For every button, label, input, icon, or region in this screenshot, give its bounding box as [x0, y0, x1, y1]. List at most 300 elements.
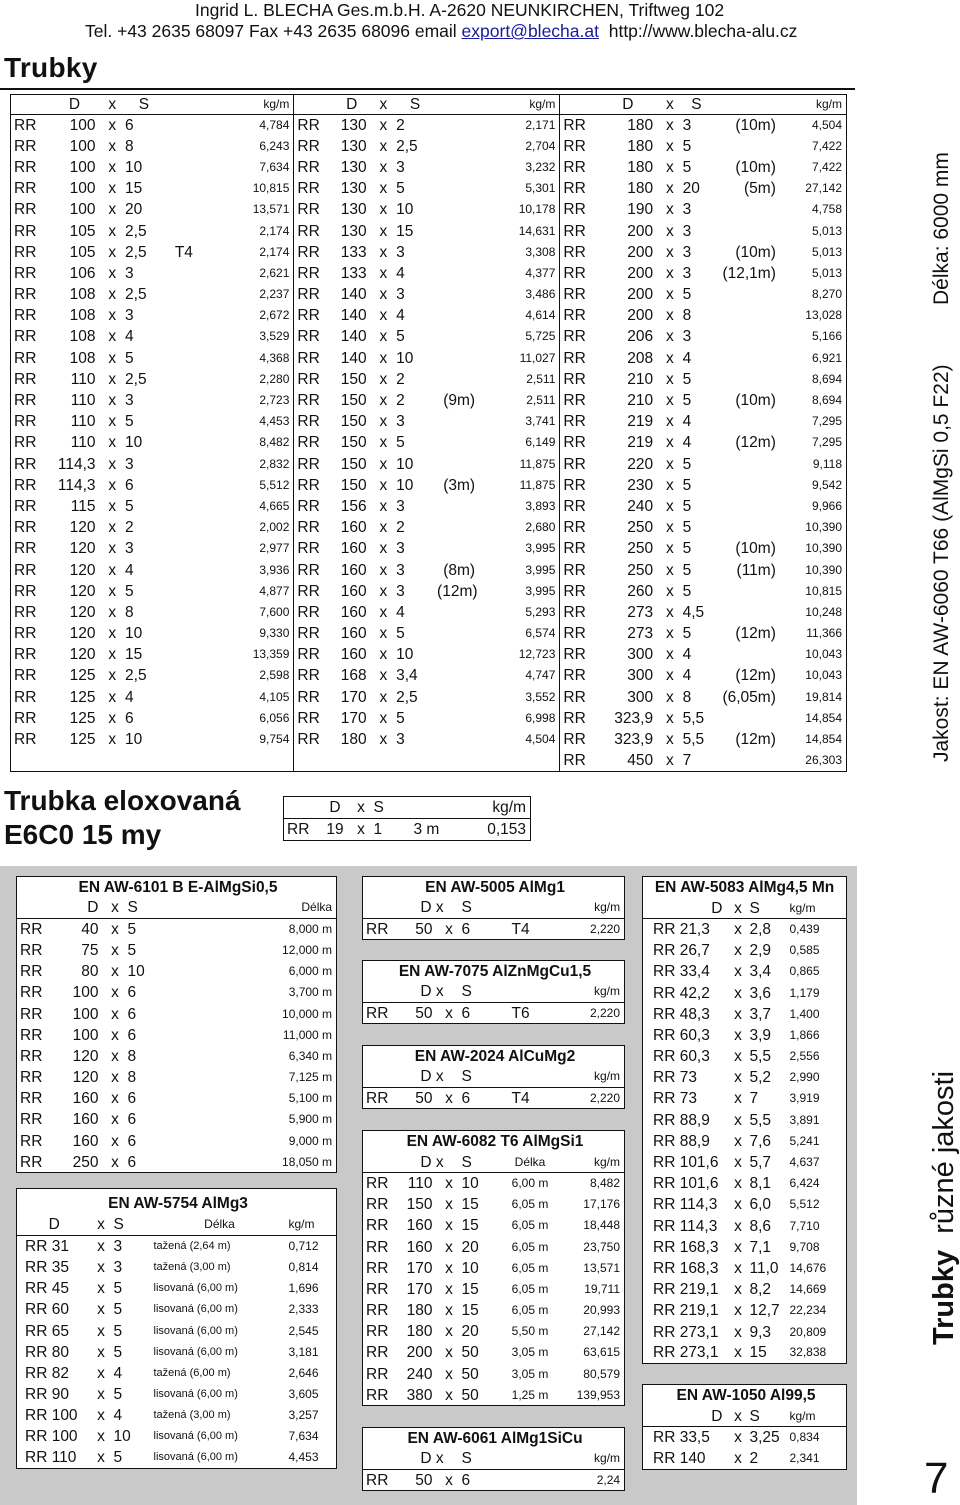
cell: x	[665, 370, 674, 388]
cell	[434, 220, 479, 241]
cell: x	[379, 413, 388, 431]
cell: RR 73	[653, 1090, 697, 1108]
cell: RR 219,1	[653, 1302, 719, 1320]
cell: 2,002	[259, 520, 290, 535]
cell: RR	[14, 307, 37, 325]
eloxed-table	[283, 796, 531, 841]
cell: 9,966	[811, 498, 842, 513]
cell: (6,05m)	[722, 688, 776, 706]
cell: 3,4	[749, 963, 772, 981]
cell: RR	[294, 623, 330, 644]
cell: RR	[294, 496, 330, 517]
cell: 13,028	[805, 308, 842, 323]
cell: 160	[72, 1132, 99, 1150]
cell: RR 65	[25, 1322, 69, 1340]
cell	[202, 750, 294, 771]
cell	[434, 644, 479, 665]
cell: RR	[14, 540, 37, 558]
cell: x	[734, 921, 742, 939]
cell: RR	[14, 116, 37, 134]
cell: 110	[70, 413, 96, 431]
table-row	[17, 1363, 337, 1384]
cell: 190	[627, 201, 654, 219]
cell: RR	[14, 497, 37, 515]
cell: 4,614	[525, 308, 556, 323]
cell: 219	[627, 413, 654, 431]
table-row	[363, 1385, 625, 1406]
table-row	[643, 1258, 847, 1279]
cell: 160	[340, 519, 367, 537]
cell: 100	[69, 137, 96, 155]
cell: 6	[461, 1004, 471, 1022]
cell: 8,2	[749, 1281, 772, 1299]
cell: 14,631	[518, 223, 556, 238]
cell: RR 21,3	[653, 921, 710, 939]
cell: x	[97, 1386, 105, 1404]
cell: 2	[749, 1449, 759, 1467]
cell: 9,330	[259, 626, 290, 641]
cell: (10m)	[735, 540, 776, 558]
cell: x	[445, 1004, 453, 1022]
cell: 130	[340, 116, 367, 134]
cell: RR	[560, 454, 596, 475]
cell: 2,220	[589, 1005, 621, 1020]
table-row	[643, 1152, 847, 1173]
cell	[163, 263, 202, 284]
cell: x	[379, 370, 388, 388]
cell: 100	[72, 984, 99, 1002]
cell: RR 35	[25, 1258, 69, 1276]
cell: (10m)	[735, 116, 776, 134]
table-row	[11, 305, 847, 326]
cell: x	[734, 1005, 742, 1023]
cell: 2,5	[125, 286, 147, 304]
cell: 2,5	[125, 667, 147, 685]
cell: 5	[113, 1343, 123, 1361]
cell: 4,5	[682, 603, 705, 621]
hdr-s: S	[461, 983, 472, 1001]
cell: RR	[560, 305, 596, 326]
cell: 3	[125, 455, 134, 473]
cell: 2,341	[789, 1450, 820, 1465]
cell	[710, 369, 780, 390]
cell: 15	[461, 1196, 479, 1214]
hdr-kgm: kg/m	[594, 1451, 621, 1466]
cell: RR	[294, 475, 330, 496]
cell: 3,257	[288, 1408, 319, 1423]
cell: x	[734, 1259, 742, 1277]
cell: 115	[70, 497, 96, 515]
table-row	[363, 1279, 625, 1300]
table-row	[643, 919, 847, 940]
table-row	[17, 1257, 337, 1278]
cell: x	[108, 370, 117, 388]
cell	[46, 750, 99, 771]
cell: 12,723	[518, 647, 556, 662]
cell: 7,1	[749, 1238, 772, 1256]
cell: RR	[560, 369, 596, 390]
cell: 273	[627, 625, 654, 643]
cell	[163, 390, 202, 411]
cell: RR	[14, 370, 37, 388]
table-row	[17, 1384, 337, 1405]
cell: x	[111, 1026, 119, 1044]
cell: 160	[406, 1217, 433, 1235]
cell	[434, 178, 479, 199]
cell: x	[108, 286, 117, 304]
cell: RR	[14, 243, 37, 261]
cell: 27,142	[583, 1324, 620, 1339]
cell: RR	[14, 222, 37, 240]
cell: 150	[340, 455, 367, 473]
cell	[434, 263, 479, 284]
cell: x	[665, 222, 674, 240]
cell: 10,390	[805, 541, 842, 556]
cell: 108	[69, 349, 96, 367]
cell	[371, 750, 394, 771]
cell	[163, 750, 202, 771]
table-row	[17, 1152, 337, 1173]
cell: x	[734, 1175, 742, 1193]
cell: 7,295	[811, 435, 842, 450]
cell: x	[379, 603, 388, 621]
cell: 120	[69, 582, 96, 600]
cell: x	[108, 646, 117, 664]
cell	[479, 750, 560, 771]
cell: 10	[461, 1259, 479, 1277]
cell: x	[108, 455, 117, 473]
cell: 4,377	[525, 265, 556, 280]
cell: x	[665, 180, 674, 198]
cell: RR	[294, 157, 330, 178]
hdr-length: Délka	[204, 1217, 235, 1232]
cell	[163, 644, 202, 665]
cell: RR	[294, 559, 330, 580]
cell	[710, 602, 780, 623]
cell: 3,995	[525, 562, 556, 577]
cell: 160	[340, 561, 367, 579]
quality-vertical: Jakost: EN AW-6060 T66 (AlMgSi 0,5 F22)	[930, 364, 953, 762]
table-5083-title: EN AW-5083 AlMg4,5 Mn	[654, 878, 835, 896]
cell: 19,814	[805, 689, 842, 704]
cell	[122, 750, 163, 771]
cell: 15	[461, 1280, 479, 1298]
cell	[163, 136, 202, 157]
cell: 160	[340, 646, 367, 664]
cell: 210	[627, 392, 654, 410]
cell: x	[665, 497, 674, 515]
cell: 3	[113, 1258, 123, 1276]
page-number: 7	[924, 1454, 949, 1503]
cell: 3	[396, 497, 405, 515]
table-row	[11, 199, 847, 220]
cell: RR	[560, 475, 596, 496]
cell: x	[665, 476, 674, 494]
cell: 3,995	[525, 583, 556, 598]
table-row	[11, 644, 847, 665]
cell: 114,3	[57, 455, 96, 473]
cell: 26,303	[805, 752, 842, 767]
cell: 22,234	[789, 1303, 827, 1318]
cell: RR 90	[25, 1386, 69, 1404]
cell: 2,832	[259, 456, 290, 471]
cell: 5	[396, 328, 405, 346]
cell: 6,998	[525, 710, 556, 725]
cell: x	[734, 1217, 742, 1235]
cell: x	[111, 1111, 119, 1129]
cell: RR	[14, 709, 37, 727]
cell: RR 31	[25, 1238, 69, 1256]
cell: RR 88,9	[653, 1111, 710, 1129]
cell: RR 88,9	[653, 1132, 710, 1150]
cell: 3,919	[789, 1091, 820, 1106]
cell: x	[111, 921, 119, 939]
cell: 10,815	[252, 181, 290, 196]
cell: 6,00 m	[511, 1176, 549, 1191]
cell: 125	[69, 709, 96, 727]
cell: x	[379, 349, 388, 367]
cell: x	[379, 201, 388, 219]
cell: RR	[560, 136, 596, 157]
table-7075-header	[363, 982, 625, 1003]
cell: 3	[682, 116, 692, 134]
table-2024-header	[363, 1067, 625, 1088]
email-link[interactable]: export@blecha.at	[461, 21, 599, 41]
cell: 6	[461, 920, 471, 938]
cell: 11,875	[519, 477, 556, 492]
hdr-x: x	[111, 899, 119, 917]
cell	[434, 496, 479, 517]
cell: 4	[125, 561, 134, 579]
cell: 6	[125, 709, 134, 727]
cell: lisovaná (6,00 m)	[153, 1324, 238, 1337]
cell: 6	[461, 1471, 471, 1489]
table-row	[11, 284, 847, 305]
cell: x	[734, 1429, 742, 1447]
cell: RR	[294, 305, 330, 326]
cell: 6,05 m	[511, 1239, 549, 1254]
table-row	[17, 1131, 337, 1152]
cell: 168	[340, 667, 367, 685]
hdr-kgm: kg/m	[594, 984, 621, 999]
table-6082-title: EN AW-6082 T6 AlMgSi1	[406, 1132, 584, 1150]
cell: 75	[81, 941, 99, 959]
cell: x	[97, 1449, 105, 1467]
cell: 5,5	[749, 1111, 772, 1129]
cell: 5,512	[259, 477, 290, 492]
table-1050-header	[643, 1406, 847, 1427]
cell: x	[108, 667, 117, 685]
cell	[434, 623, 479, 644]
cell: 10	[396, 349, 414, 367]
cell	[163, 178, 202, 199]
cell: RR	[294, 538, 330, 559]
cell: 105	[69, 243, 96, 261]
cell: 5,512	[789, 1197, 820, 1212]
cell: 2,990	[789, 1070, 820, 1085]
title-divider	[0, 88, 855, 90]
cell: 5,301	[525, 181, 556, 196]
cell: 5	[113, 1301, 123, 1319]
hdr-kgm: kg/m	[593, 1154, 620, 1169]
cell: tažená (6,00 m)	[153, 1366, 231, 1379]
cell: 2	[396, 370, 405, 388]
cell: RR	[14, 646, 37, 664]
table-row	[11, 432, 847, 453]
cell: 5	[127, 941, 137, 959]
cell: x	[108, 116, 117, 134]
cell: 4	[125, 688, 134, 706]
cell: 180	[406, 1323, 433, 1341]
table-6061	[362, 1427, 625, 1491]
cell: 6	[461, 1089, 471, 1107]
cell: RR	[20, 1047, 43, 1065]
cell: 17,176	[583, 1197, 620, 1212]
hdr-d: D	[346, 96, 358, 113]
cell: 50	[415, 920, 433, 938]
cell: 150	[340, 476, 367, 494]
cell: 6,05 m	[511, 1303, 549, 1318]
cell	[434, 348, 479, 369]
cell: 9,000 m	[288, 1133, 333, 1148]
cell	[163, 729, 202, 750]
cell: x	[97, 1280, 105, 1298]
cell: 8,482	[259, 435, 290, 450]
table-row	[11, 390, 847, 411]
cell: 0,585	[789, 943, 820, 958]
cell: 27,142	[805, 181, 842, 196]
cell: 1	[373, 821, 383, 838]
cell: x	[665, 625, 674, 643]
cell: 3,605	[288, 1387, 319, 1402]
cell: 3,529	[259, 329, 290, 344]
cell: x	[665, 286, 674, 304]
table-row	[17, 1342, 337, 1363]
hdr-s: S	[461, 899, 472, 917]
cell: 10	[396, 476, 414, 494]
table-row	[643, 1343, 847, 1364]
cell: 50	[461, 1386, 479, 1404]
cell: (10m)	[735, 158, 776, 176]
web-link[interactable]: http://www.blecha-alu.cz	[608, 21, 798, 41]
cell	[434, 115, 479, 136]
cell: 4,504	[525, 732, 556, 747]
cell: 10,178	[518, 202, 556, 217]
eloxed-title-line1: Trubka eloxovaná	[4, 785, 241, 816]
cell: 6,340 m	[288, 1048, 333, 1063]
cell: 105	[69, 222, 96, 240]
cell: 5,5	[682, 709, 705, 727]
table-row	[17, 1426, 337, 1447]
cell: 100	[72, 1005, 99, 1023]
cell: x	[734, 1302, 742, 1320]
cell: RR 273,1	[653, 1344, 719, 1362]
contact-text: Tel. +43 2635 68097 Fax +43 2635 68096 email	[85, 21, 462, 41]
cell: 3	[682, 264, 692, 282]
cell: 150	[340, 392, 367, 410]
cell: 380	[406, 1386, 433, 1404]
cell: 10	[125, 625, 143, 643]
cell: x	[665, 561, 674, 579]
table-row	[643, 1237, 847, 1258]
table-row	[643, 1427, 847, 1448]
cell: 240	[627, 497, 654, 515]
table-5754-header	[17, 1215, 337, 1236]
table-row	[11, 157, 847, 178]
cell: 2,220	[590, 1090, 621, 1105]
cell: 2,977	[259, 541, 290, 556]
cell: RR	[294, 390, 330, 411]
cell: x	[665, 158, 674, 176]
cell: 170	[340, 688, 367, 706]
cell: 130	[340, 222, 367, 240]
cell: RR 114,3	[653, 1217, 718, 1235]
cell: x	[665, 116, 674, 134]
cell: 3,552	[525, 689, 556, 704]
cell: 2,556	[789, 1049, 820, 1064]
cell	[434, 411, 479, 432]
cell: x	[379, 476, 388, 494]
cell: 10,390	[805, 562, 842, 577]
cell: 8,000 m	[288, 922, 333, 937]
cell	[434, 326, 479, 347]
cell: RR	[20, 941, 43, 959]
cell: 10,815	[805, 583, 842, 598]
cell: 4	[396, 264, 405, 282]
cell: x	[445, 1238, 453, 1256]
cell: 4	[682, 667, 692, 685]
table-row	[11, 665, 847, 686]
hdr-length: Délka	[301, 900, 333, 915]
cell: 210	[627, 370, 654, 388]
cell: x	[734, 1069, 742, 1087]
cell: x	[665, 709, 674, 727]
cell: RR	[294, 136, 330, 157]
cell: 6,243	[259, 138, 290, 153]
cell: 6	[127, 1090, 137, 1108]
main-table-header	[11, 95, 847, 115]
cell	[434, 687, 479, 708]
cell: 4,368	[259, 350, 290, 365]
cell: RR 42,2	[653, 984, 710, 1002]
cell: 3,4	[396, 667, 418, 685]
table-row	[363, 1215, 625, 1236]
cell: 6,149	[525, 435, 556, 450]
cell: 3,891	[789, 1112, 820, 1127]
cell: x	[665, 243, 674, 261]
cell: RR	[560, 157, 596, 178]
cell: 1,696	[288, 1281, 319, 1296]
cell: RR	[366, 1196, 389, 1214]
cell: RR	[14, 137, 37, 155]
hdr-kgm: kg/m	[288, 1217, 315, 1232]
cell: 200	[627, 243, 654, 261]
table-row	[11, 220, 847, 241]
cell: RR	[294, 115, 330, 136]
cell: x	[379, 561, 388, 579]
cell: x	[665, 349, 674, 367]
table-row	[11, 326, 847, 347]
cell: 6	[127, 1111, 137, 1129]
cell: 5,013	[811, 244, 842, 259]
cell: x	[108, 582, 117, 600]
cell: 11,366	[806, 626, 842, 641]
cell: RR	[560, 708, 596, 729]
cell: RR	[560, 220, 596, 241]
cell: RR	[14, 264, 37, 282]
cell: x	[445, 1323, 453, 1341]
cell: 12,7	[749, 1302, 780, 1320]
